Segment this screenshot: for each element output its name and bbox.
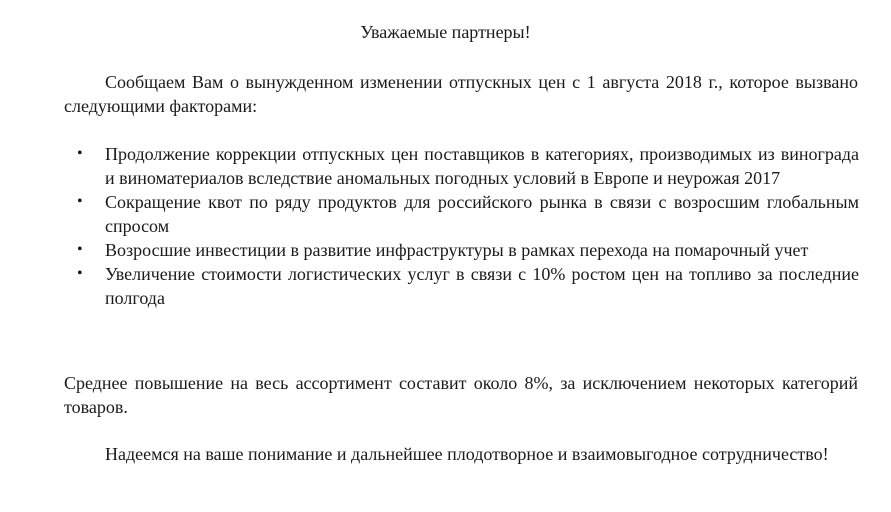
list-item: [0, 142, 891, 190]
letter-greeting: Уважаемые партнеры!: [360, 22, 531, 42]
bullet-icon: •: [77, 241, 83, 258]
list-item: [0, 238, 891, 262]
closing-paragraph: Надеемся на ваше понимание и дальнейшее плодотворное и взаимовыгодное сотрудничество!: [105, 444, 829, 464]
factor-text: Возросшие инвестиции в развитие инфраструктуры в рамках перехода на помарочный учет: [105, 240, 809, 260]
factor-text: Увеличение стоимости логистических услуг в связи с 10% ростом цен на топливо за последние полгода: [105, 264, 859, 308]
bullet-icon: •: [77, 193, 83, 210]
intro-paragraph: Сообщаем Вам о вынужденном изменении отпускных цен с 1 августа 2018 г., которое вызвано следующими факторами:: [64, 72, 858, 116]
summary-paragraph: Среднее повышение на весь ассортимент составит около 8%, за исключением некоторых категорий товаров.: [64, 373, 858, 417]
factor-text: Сокращение квот по ряду продуктов для российского рынка в связи с возросшим глобальным спросом: [105, 192, 859, 236]
list-item: [0, 262, 891, 310]
bullet-icon: •: [77, 145, 83, 162]
factors-list: [0, 142, 891, 310]
bullet-icon: •: [77, 265, 83, 282]
factor-text: Продолжение коррекции отпускных цен поставщиков в категориях, производимых из винограда и виноматериалов вследствие аномальных погодных условий в Европе и неурожая 2017: [105, 144, 859, 188]
list-item: [0, 190, 891, 238]
